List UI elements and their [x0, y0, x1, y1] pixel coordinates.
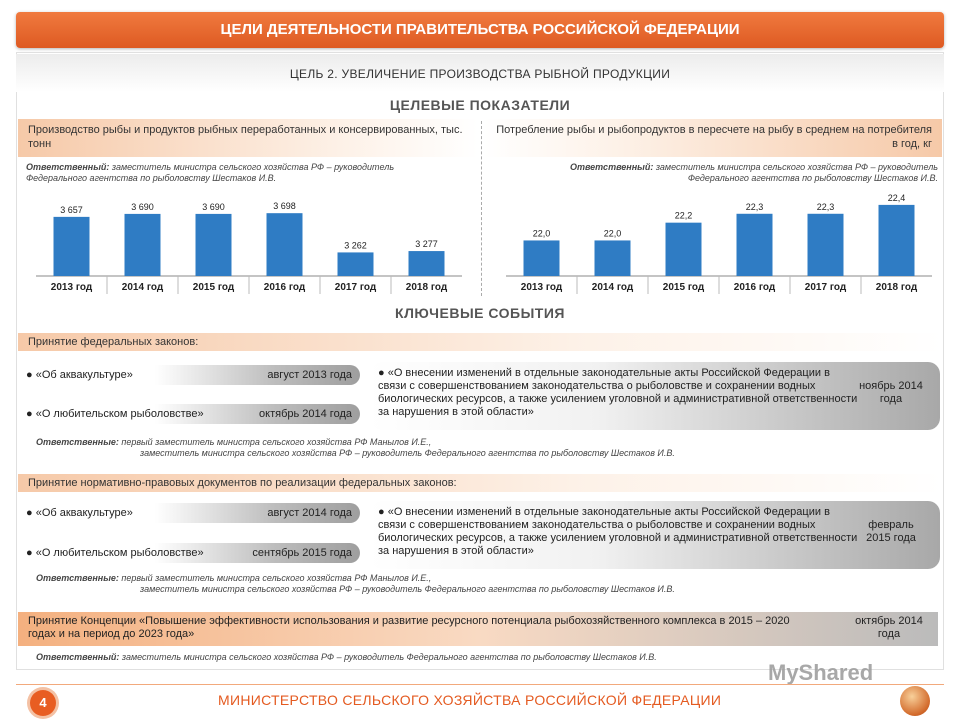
charts-divider [481, 121, 482, 296]
bar-value-label: 3 657 [60, 204, 83, 215]
bar [338, 252, 374, 276]
bar [125, 214, 161, 276]
bar-value-label: 3 690 [202, 201, 225, 212]
watermark: MyShared [768, 660, 874, 685]
norm-amendments-item [370, 501, 940, 569]
category-label: 2016 год [733, 282, 776, 293]
bar-value-label: 3 277 [415, 239, 438, 250]
left-chart-heading: Производство рыбы и продуктов рыбных переработанных и консервированных, тыс. тонн [18, 119, 478, 157]
bar [54, 217, 90, 276]
bar-value-label: 22,2 [674, 210, 693, 221]
category-label: 2018 год [405, 282, 448, 293]
left-responsible [26, 162, 416, 184]
bar [524, 240, 560, 276]
footer-divider [16, 684, 944, 685]
law-name: ● «О любительском рыболовстве» [26, 408, 204, 420]
law-item [18, 404, 360, 424]
law-name: ● «Об аквакультуре» [26, 369, 133, 381]
law-date: октябрь 2014 года [259, 408, 352, 420]
norm-date: сентябрь 2015 года [252, 547, 352, 559]
targets-title: ЦЕЛЕВЫЕ ПОКАЗАТЕЛИ [389, 97, 571, 113]
bar [409, 251, 445, 276]
bar [267, 213, 303, 276]
responsible-label: Ответственные: [36, 437, 119, 447]
norms-heading: Принятие нормативно-правовых документов по реализации федеральных законов: [18, 474, 942, 492]
responsible-label: Ответственный: [26, 162, 110, 172]
category-label: 2014 год [121, 282, 164, 293]
norm-item [18, 543, 360, 563]
category-label: 2015 год [662, 282, 705, 293]
responsible-line-1: первый заместитель министра сельского хозяйства РФ Манылов И.Е., [118, 437, 432, 447]
concept-responsible [36, 652, 836, 663]
laws-responsible [36, 437, 836, 459]
laws-heading: Принятие федеральных законов: [18, 333, 942, 351]
responsible-label: Ответственный: [569, 162, 654, 172]
concept-item [18, 612, 938, 646]
bar-value-label: 22,4 [887, 192, 906, 203]
category-label: 2017 год [334, 282, 377, 293]
norm-item [18, 503, 360, 523]
bar [879, 205, 915, 276]
norms-responsible [36, 573, 836, 595]
bar-value-label: 22,3 [745, 201, 764, 212]
category-label: 2016 год [263, 282, 306, 293]
production-bar-chart [36, 190, 462, 296]
law-amendments-text: ● «О внесении изменений в отдельные законодательные акты Российской Федерации в связи с совершенствованием законодательства о рыболовстве и сохранении водных биологических ресурсов, а также усилением уголовной и административной ответственности за нарушения в этой области» [378, 367, 858, 418]
events-title: КЛЮЧЕВЫЕ СОБЫТИЯ [395, 305, 565, 321]
goal-title: ЦЕЛЬ 2. УВЕЛИЧЕНИЕ ПРОИЗВОДСТВА РЫБНОЙ ПРОДУКЦИИ [16, 54, 944, 92]
bar-value-label: 3 690 [131, 201, 154, 212]
bar-value-label: 3 262 [344, 240, 367, 251]
bar [666, 223, 702, 276]
right-responsible [556, 162, 938, 184]
responsible-text: заместитель министра сельского хозяйства РФ – руководитель Федерального агентства по рыболовству Шестаков И.В. [119, 652, 657, 662]
right-chart-heading: Потребление рыбы и рыбопродуктов в пересчете на рыбу в среднем на потребителя в год, кг [484, 119, 942, 157]
bar-value-label: 3 698 [273, 201, 296, 212]
responsible-label: Ответственный: [36, 652, 120, 662]
responsible-text: заместитель министра сельского хозяйства РФ – руководитель Федерального агентства по рыболовству Шестаков И.В. [653, 162, 938, 183]
law-amendments-date: ноябрь 2014 года [859, 380, 923, 405]
bar [595, 240, 631, 276]
ministry-name: МИНИСТЕРСТВО СЕЛЬСКОГО ХОЗЯЙСТВА РОССИЙСКОЙ ФЕДЕРАЦИИ [218, 692, 722, 708]
bar-value-label: 22,3 [816, 201, 835, 212]
consumption-bar-chart [506, 182, 932, 296]
ministry-logo-icon [900, 686, 930, 716]
norm-name: ● «Об аквакультуре» [26, 507, 133, 519]
responsible-label: Ответственные: [36, 573, 119, 583]
responsible-line-2: заместитель министра сельского хозяйства РФ – руководитель Федерального агентства по рыболовству Шестаков И.В. [140, 448, 675, 458]
law-amendments-item [370, 362, 940, 430]
norm-amendments-text: ● «О внесении изменений в отдельные законодательные акты Российской Федерации в связи с совершенствованием законодательства о рыболовстве и сохранении водных биологических ресурсов, а также усилением уголовной и административной ответственности за нарушения в этой области» [378, 506, 858, 557]
bar [737, 214, 773, 276]
bar [808, 214, 844, 276]
bar-value-label: 22,0 [532, 228, 551, 239]
norm-date: август 2014 года [267, 507, 352, 519]
responsible-line-1: первый заместитель министра сельского хозяйства РФ Манылов И.Е., [118, 573, 432, 583]
category-label: 2018 год [875, 282, 918, 293]
category-label: 2017 год [804, 282, 847, 293]
concept-date: октябрь 2014 года [855, 615, 923, 640]
bar [196, 214, 232, 276]
law-date: август 2013 года [267, 369, 352, 381]
category-label: 2013 год [520, 282, 563, 293]
concept-text: Принятие Концепции «Повышение эффективности использования и развитие ресурсного потенциала рыбохозяйственного комплекса в 2015 – 2020 годах и на период до 2023 года» [28, 615, 790, 640]
page-header: ЦЕЛИ ДЕЯТЕЛЬНОСТИ ПРАВИТЕЛЬСТВА РОССИЙСКОЙ ФЕДЕРАЦИИ [16, 12, 944, 48]
norm-name: ● «О любительском рыболовстве» [26, 547, 204, 559]
responsible-line-2: заместитель министра сельского хозяйства РФ – руководитель Федерального агентства по рыболовству Шестаков И.В. [140, 584, 675, 594]
category-label: 2015 год [192, 282, 235, 293]
responsible-text: заместитель министра сельского хозяйства РФ – руководитель Федерального агентства по рыболовству Шестаков И.В. [26, 162, 395, 183]
bar-value-label: 22,0 [603, 228, 622, 239]
category-label: 2013 год [50, 282, 93, 293]
law-item [18, 365, 360, 385]
norm-amendments-date: февраль 2015 года [866, 519, 916, 544]
category-label: 2014 год [591, 282, 634, 293]
page-number-badge: 4 [30, 690, 56, 716]
